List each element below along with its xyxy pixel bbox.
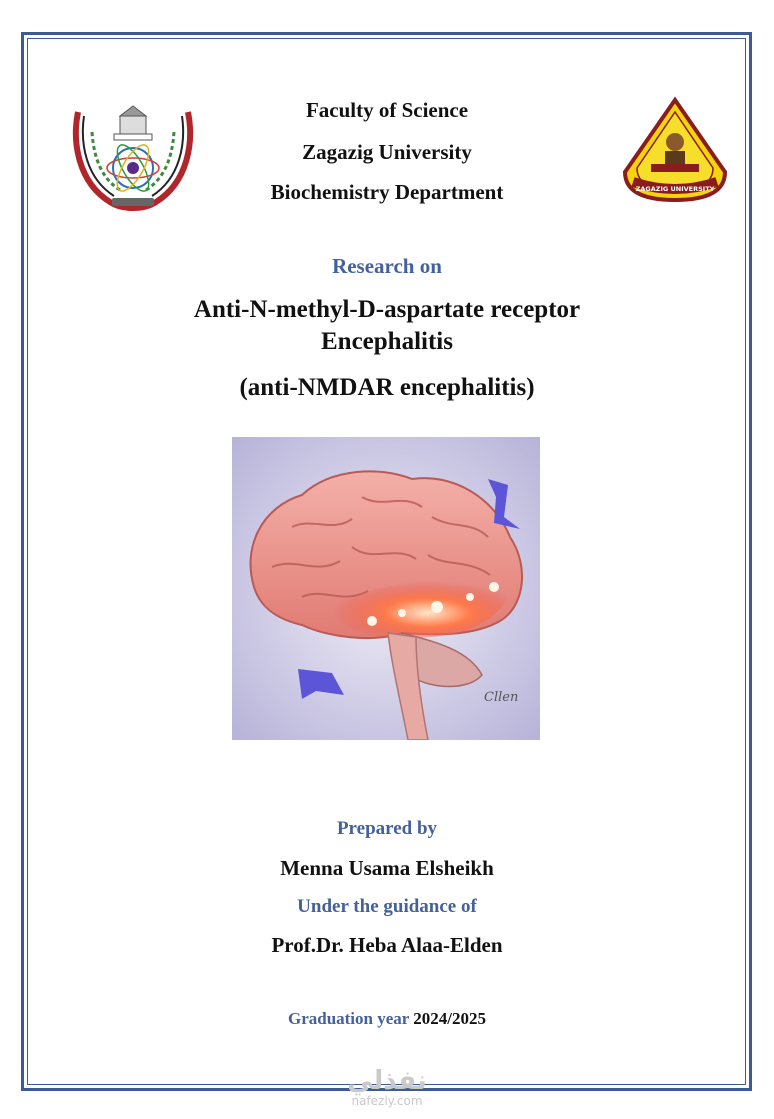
logo-lettering: ZAGAZIG UNIVERSITY xyxy=(635,185,715,193)
graduation-year-value: 2024/2025 xyxy=(413,1009,487,1028)
supervisor-name: Prof.Dr. Heba Alaa-Elden xyxy=(271,933,503,957)
research-on-label: Research on xyxy=(332,254,442,278)
watermark xyxy=(0,1068,774,1108)
department-title: Biochemistry Department xyxy=(270,180,504,204)
research-title-line2: Encephalitis xyxy=(321,328,453,355)
prepared-by-label: Prepared by xyxy=(336,818,438,839)
university-title: Zagazig University xyxy=(302,140,472,164)
author-name: Menna Usama Elsheikh xyxy=(280,856,494,880)
research-title-line1: Anti-N-methyl-D-aspartate receptor xyxy=(193,296,581,323)
graduation-year xyxy=(0,1009,774,1029)
watermark-arabic: نفذلي xyxy=(347,1066,427,1096)
guidance-label: Under the guidance of xyxy=(297,896,477,917)
watermark-domain: nafezly.com xyxy=(351,1094,423,1108)
faculty-title: Faculty of Science xyxy=(305,98,469,122)
brain-illustration xyxy=(232,437,540,740)
graduation-year-label: Graduation year xyxy=(287,1009,410,1028)
research-subtitle: (anti-NMDAR encephalitis) xyxy=(239,374,535,401)
artist-signature: Cllen xyxy=(484,690,519,705)
